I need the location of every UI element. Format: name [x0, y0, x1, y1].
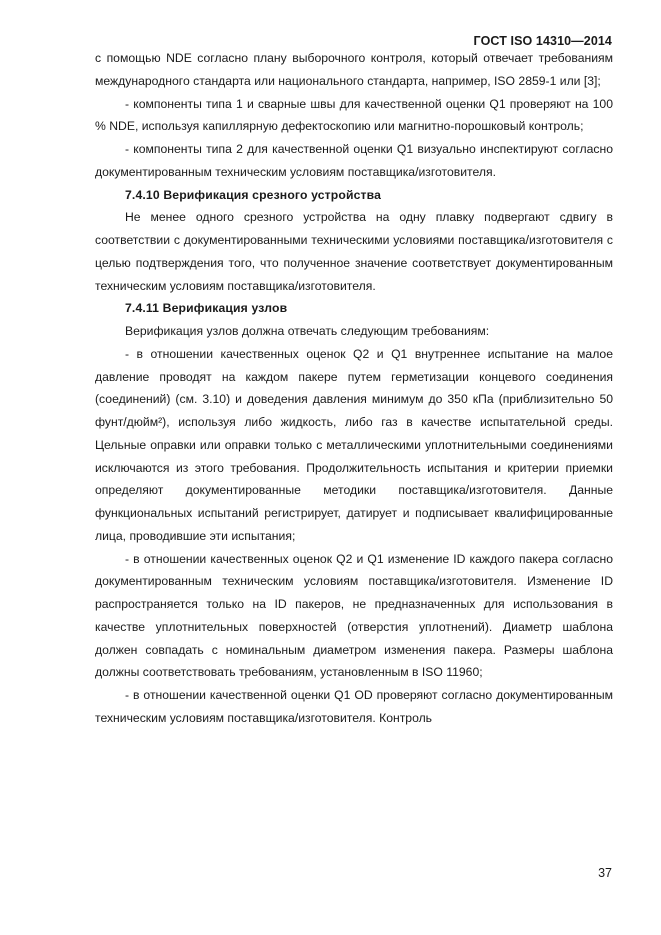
list-item-type1-components: - компоненты типа 1 и сварные швы для качественной оценки Q1 проверяют на 100 % NDE, используя капиллярную дефектоскопию или магнитно-порошковый контроль;: [95, 96, 613, 134]
document-header: ГОСТ ISO 14310—2014: [473, 34, 612, 48]
list-item-type2-components: - компоненты типа 2 для качественной оценки Q1 визуально инспектируют согласно документированным техническим условиям поставщика/изготовителя.: [95, 142, 613, 179]
document-body: [95, 47, 613, 730]
page-number: 37: [598, 866, 612, 880]
list-item-od-check: - в отношении качественной оценки Q1 OD проверяют согласно документированным техническим условиям поставщика/изготовителя. Контроль: [95, 688, 613, 725]
list-item-pressure-test: - в отношении качественных оценок Q2 и Q1 внутреннее испытание на малое давление проводят на каждом пакере путем герметизации концевого соединения (соединений) (см. 3.10) и доведения давления минимум до 350 кПа (приблизительно 50 фунт/дюйм²), используя либо жидкость, либо газ в качестве испытательной среды. Цельные оправки или оправки только с металлическими уплотнительными соединениями исключаются из этого требования. Продолжительность испытания и критерии приемки определяют документированные методики поставщика/изготовителя. Данные функциональных испытаний регистрирует, датирует и подписывает квалифицированные лица, проводившие эти испытания;: [95, 346, 613, 543]
paragraph-continued: с помощью NDE согласно плану выборочного контроля, который отвечает требованиям международного стандарта или национального стандарта, например, ISO 2859-1 или [3];: [95, 51, 613, 88]
paragraph-shear-device: Не менее одного срезного устройства на одну плавку подвергают сдвигу в соответствии с документированными техническими условиями поставщика/изготовителя с целью подтверждения того, что полученное значение соответствует документированным техническим условиям поставщика/изготовителя.: [95, 210, 613, 293]
section-heading-7-4-11: 7.4.11 Верификация узлов: [125, 301, 288, 316]
section-heading-7-4-10: 7.4.10 Верификация срезного устройства: [125, 187, 382, 202]
paragraph-assembly-intro: Верификация узлов должна отвечать следующим требованиям:: [125, 324, 490, 338]
list-item-id-drift: - в отношении качественных оценок Q2 и Q1 изменение ID каждого пакера согласно документированным техническим условиям поставщика/изготовителя. Изменение ID распространяется только на ID пакеров, не предназначенных для использования в качестве уплотнительных поверхностей (отверстия уплотнений). Диаметр шаблона должен совпадать с номинальным диаметром изменения пакера. Размеры шаблона должны соответствовать требованиям, установленным в ISO 11960;: [95, 551, 613, 680]
